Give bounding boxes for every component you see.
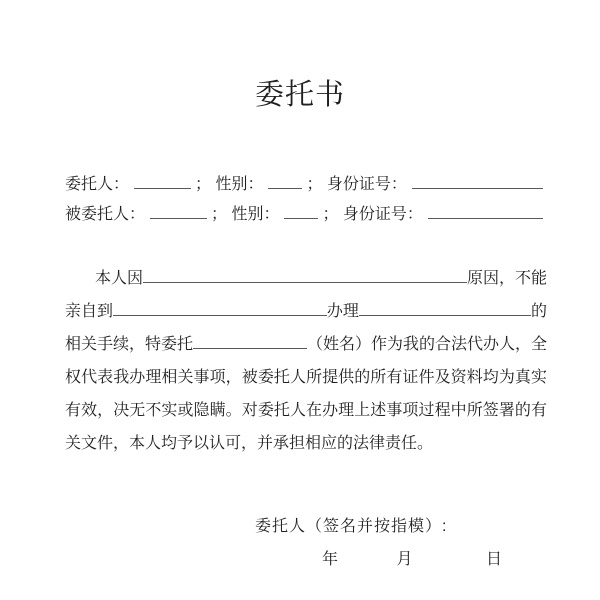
document-title: 委托书: [254, 79, 345, 111]
body-l3-post: （姓名）作为我的合法代办人，全: [306, 336, 547, 353]
body-paragraph: [65, 262, 547, 460]
body-line-1: [65, 262, 547, 295]
principal-label: 委托人：: [65, 176, 130, 193]
signature-label: 委托人（签名并按指模）:: [255, 518, 448, 535]
body-line-6: 关文件，本人均予以认可，并承担相应的法律责任。: [65, 435, 434, 452]
agent-name-blank: [150, 206, 207, 219]
body-line-2: [65, 295, 547, 328]
agent-id-label: ； 身份证号：: [322, 206, 423, 223]
body-line-4: 权代表我办理相关事项，被委托人所提供的所有证件及资料均为真实: [65, 369, 547, 386]
principal-gender-blank: [268, 176, 302, 189]
matter-blank: [359, 303, 531, 316]
body-l2-pre: 亲自到: [65, 303, 114, 320]
body-line-3: [65, 328, 547, 361]
agent-label: 被委托人：: [65, 206, 146, 223]
body-l2-mid: 办理: [326, 303, 359, 320]
month-label: 月: [396, 551, 413, 568]
principal-id-label: ； 身份证号：: [306, 176, 407, 193]
agent-info-line: [65, 200, 543, 230]
body-l3-pre: 相关手续，特委托: [65, 336, 194, 353]
principal-id-blank: [412, 176, 543, 189]
year-label: 年: [322, 551, 339, 568]
agent-name-inline-blank: [193, 336, 307, 349]
principal-gender-label: ； 性别：: [195, 176, 264, 193]
body-l1-pre: 本人因: [95, 270, 144, 287]
agent-id-blank: [428, 206, 543, 219]
principal-info-line: [65, 170, 543, 200]
party-info-section: [65, 170, 543, 230]
body-l1-post: 原因，不能: [466, 270, 547, 287]
reason-blank: [143, 270, 467, 283]
principal-name-blank: [134, 176, 191, 189]
day-label: 日: [485, 551, 502, 568]
agent-gender-label: ； 性别：: [211, 206, 280, 223]
agent-gender-blank: [284, 206, 318, 219]
body-line-5: 有效，决无不实或隐瞒。对委托人在办理上述事项过程中所签署的有: [65, 402, 547, 419]
date-line: [65, 549, 575, 571]
place-blank: [113, 303, 327, 316]
body-l2-post: 的: [530, 303, 547, 320]
